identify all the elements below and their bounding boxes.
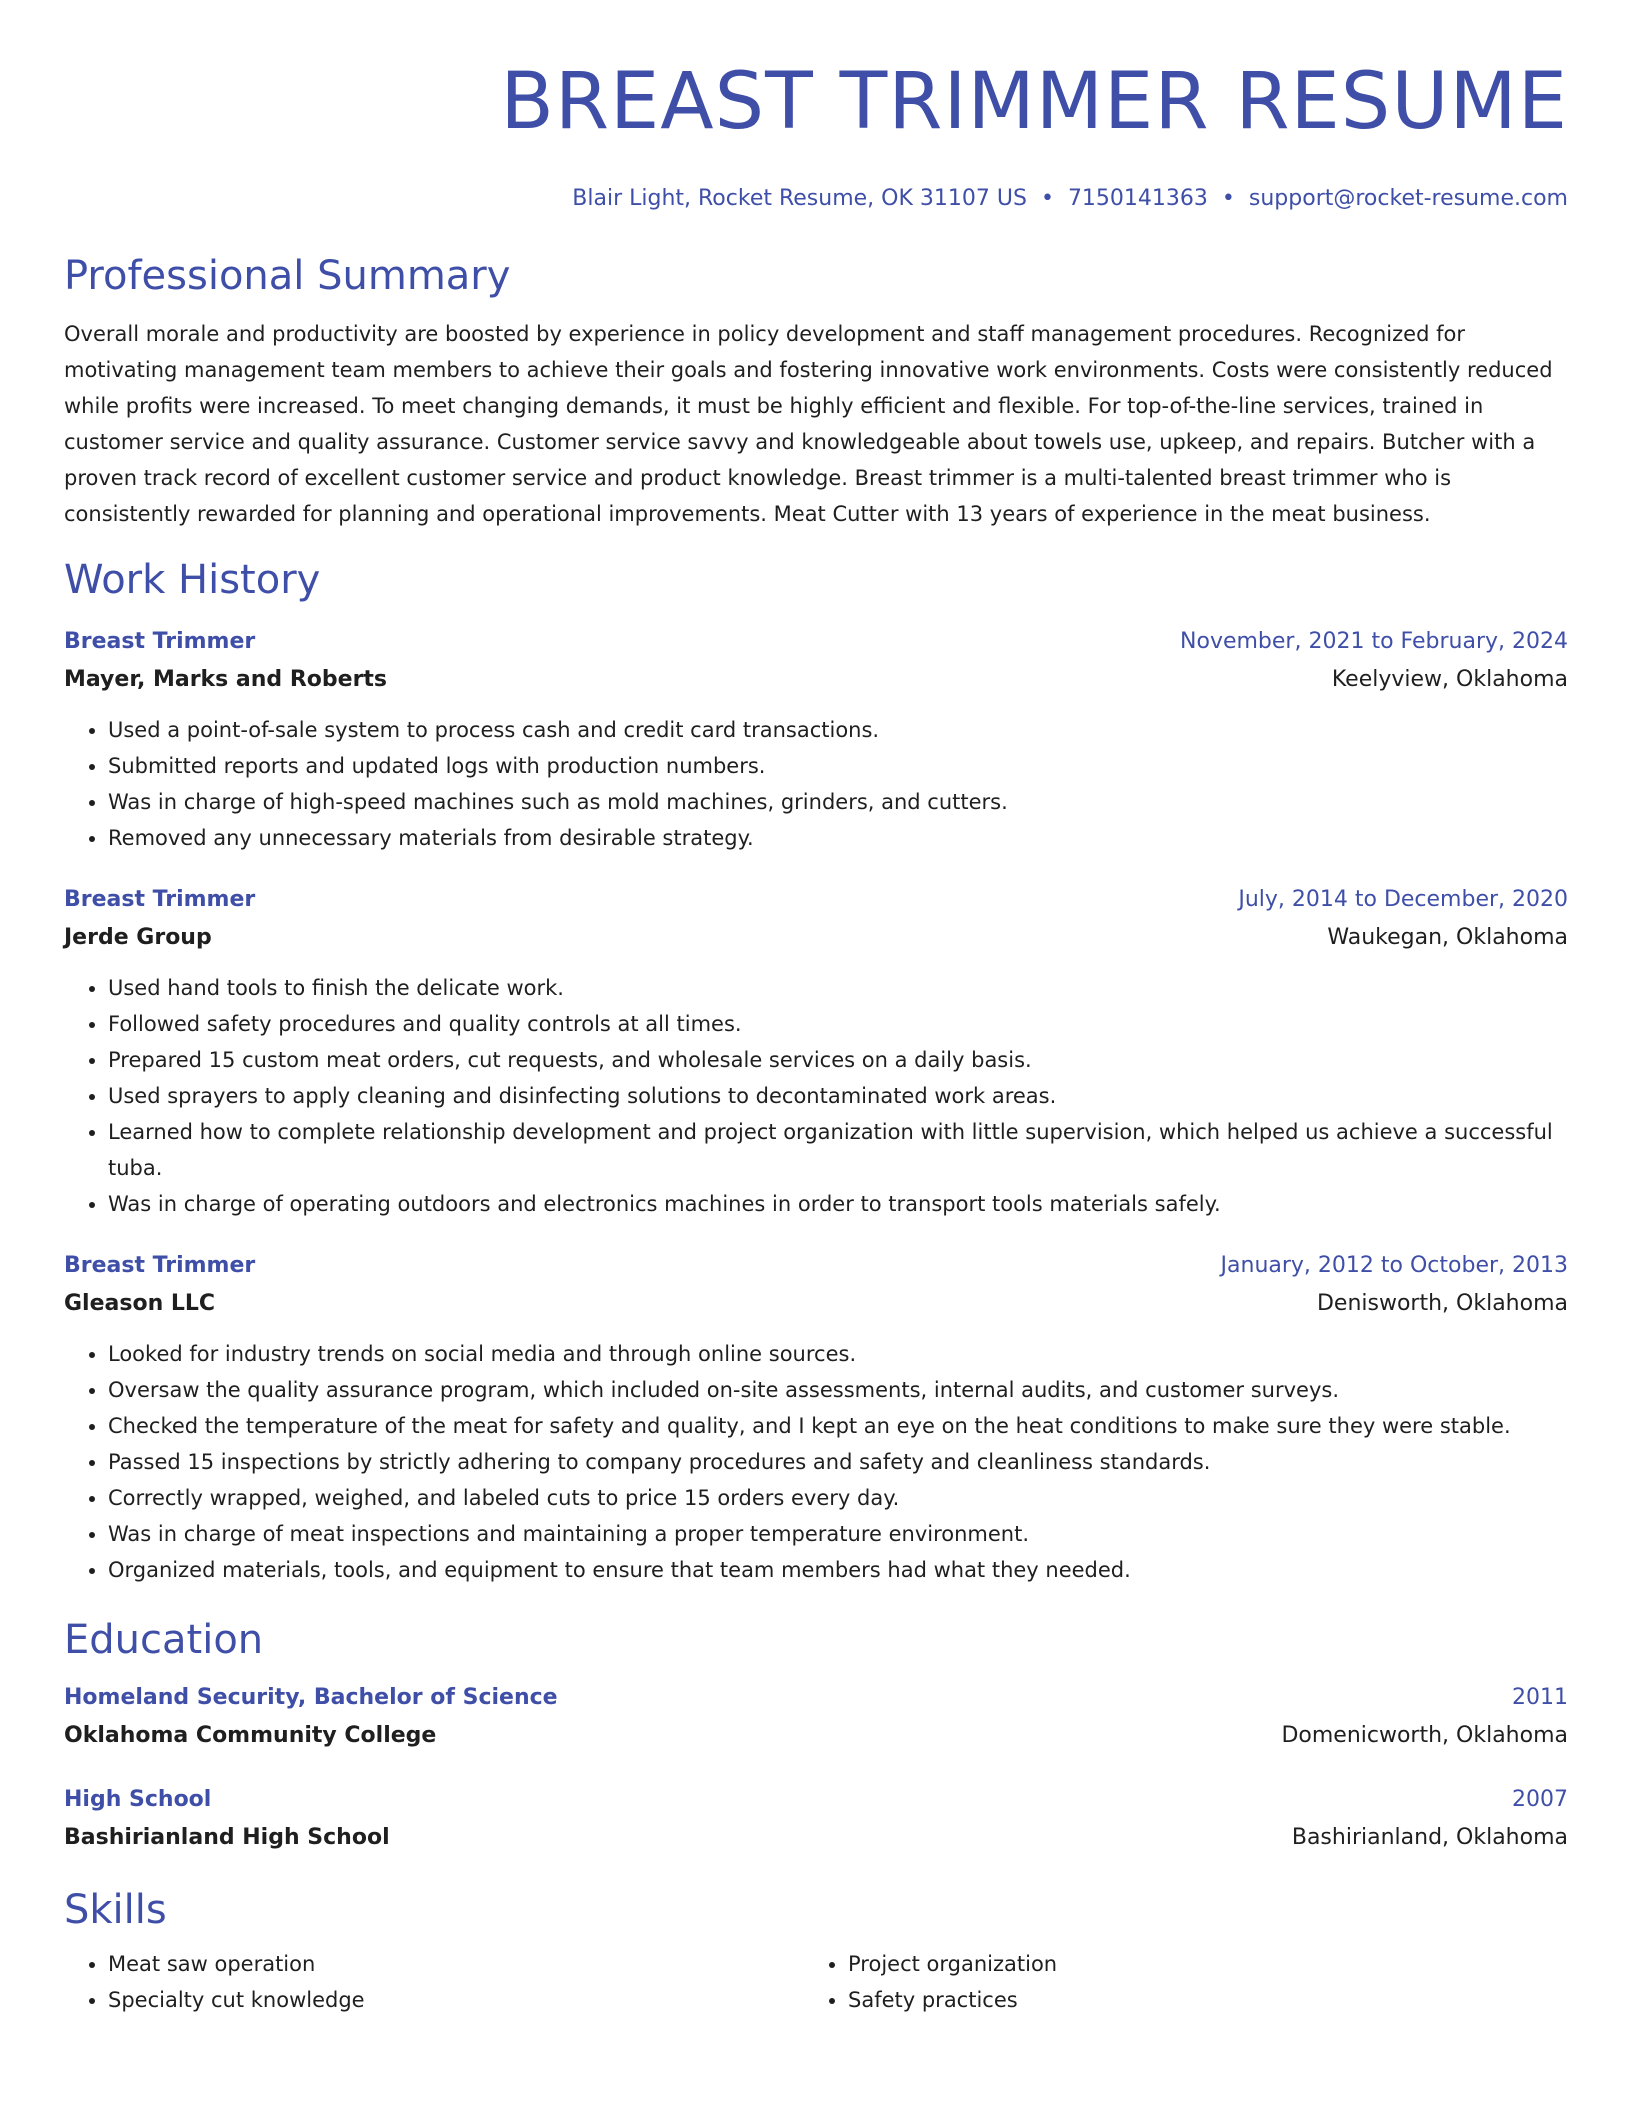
job-dates: January, 2012 to October, 2013: [1220, 1253, 1568, 1278]
job-bullet: • Checked the temperature of the meat for safety and quality, and I kept an eye on the heat conditions to make sure they were stable.: [108, 1408, 1568, 1444]
job-bullet: • Used hand tools to finish the delicate work.: [108, 970, 1568, 1006]
job-bullet: • Was in charge of meat inspections and maintaining a proper temperature environment.: [108, 1516, 1568, 1552]
job-bullet: • Prepared 15 custom meat orders, cut requests, and wholesale services on a daily basis.: [108, 1042, 1568, 1078]
contact-phone: 7150141363: [1067, 186, 1208, 211]
education-entry: [64, 1782, 1568, 1858]
education-year: 2011: [1512, 1685, 1568, 1710]
job-entry: [64, 882, 1568, 1222]
job-location: Keelyview, Oklahoma: [1331, 667, 1568, 692]
job-dates: November, 2021 to February, 2024: [1180, 629, 1568, 654]
skills-heading: Skills: [64, 1887, 167, 1933]
job-entry: [64, 624, 1568, 856]
job-bullet: • Was in charge of operating outdoors and electronics machines in order to transport tools materials safely.: [108, 1186, 1568, 1222]
education-heading: Education: [64, 1617, 264, 1663]
resume-title: BREAST TRIMMER RESUME: [500, 57, 1568, 147]
skills-column-right: [804, 1946, 1544, 2018]
job-title: Breast Trimmer: [64, 629, 256, 654]
job-bullet: • Used sprayers to apply cleaning and disinfecting solutions to decontaminated work areas.: [108, 1078, 1568, 1114]
job-bullet: • Looked for industry trends on social media and through online sources.: [108, 1336, 1568, 1372]
skill-item: • Meat saw operation: [108, 1946, 804, 1982]
resume-header: [64, 54, 1568, 214]
contact-separator: •: [1040, 186, 1054, 211]
skill-item: • Specialty cut knowledge: [108, 1982, 804, 2018]
summary-heading: Professional Summary: [64, 253, 511, 299]
job-bullet: • Oversaw the quality assurance program, which included on-site assessments, internal audits, and customer surveys.: [108, 1372, 1568, 1408]
job-bullet: • Submitted reports and updated logs with production numbers.: [108, 748, 1568, 784]
education-location: Bashirianland, Oklahoma: [1291, 1825, 1568, 1850]
job-bullet: • Followed safety procedures and quality controls at all times.: [108, 1006, 1568, 1042]
summary-text: Overall morale and productivity are boosted by experience in policy development and staff management procedures. Recognized for motivating management team members to achieve their goals and fostering innovative work environments. Costs were consistently reduced while profits were increased. To meet changing demands, it must be highly efficient and flexible. For top-of-the-line services, trained in customer service and quality assurance. Customer service savvy and knowledgeable about towels use, upkeep, and repairs. Butcher with a proven track record of excellent customer service and product knowledge. Breast trimmer is a multi-talented breast trimmer who is consistently rewarded for planning and operational improvements. Meat Cutter with 13 years of experience in the meat business.: [64, 322, 1553, 526]
job-bullet: • Used a point-of-sale system to process cash and credit card transactions.: [108, 712, 1568, 748]
contact-line: [64, 184, 1568, 214]
skills-list: [64, 1946, 1568, 2018]
job-bullets: [64, 712, 1568, 856]
education-school: Oklahoma Community College: [64, 1723, 437, 1748]
work-history-heading: Work History: [64, 557, 321, 603]
job-bullet: • Correctly wrapped, weighed, and labeled cuts to price 15 orders every day.: [108, 1480, 1568, 1516]
education-degree: Homeland Security, Bachelor of Science: [64, 1685, 558, 1710]
contact-separator: •: [1221, 186, 1235, 211]
job-company: Mayer, Marks and Roberts: [64, 667, 388, 692]
contact-email: support@rocket-resume.com: [1248, 186, 1568, 211]
job-company: Jerde Group: [64, 925, 212, 950]
education-entry: [64, 1680, 1568, 1756]
job-bullets: [64, 970, 1568, 1222]
job-bullet: • Learned how to complete relationship development and project organization with little supervision, which helped us achieve a successful tuba.: [108, 1114, 1568, 1186]
job-bullet: • Was in charge of high-speed machines such as mold machines, grinders, and cutters.: [108, 784, 1568, 820]
education-degree: High School: [64, 1787, 212, 1812]
education-school: Bashirianland High School: [64, 1825, 390, 1850]
skills-column-left: [64, 1946, 804, 2018]
job-title: Breast Trimmer: [64, 1253, 256, 1278]
job-bullet: • Removed any unnecessary materials from desirable strategy.: [108, 820, 1568, 856]
job-location: Waukegan, Oklahoma: [1327, 925, 1568, 950]
education-year: 2007: [1512, 1787, 1568, 1812]
job-company: Gleason LLC: [64, 1291, 216, 1316]
skill-item: • Safety practices: [848, 1982, 1544, 2018]
job-bullets: [64, 1336, 1568, 1588]
job-location: Denisworth, Oklahoma: [1316, 1291, 1568, 1316]
job-title: Breast Trimmer: [64, 887, 256, 912]
contact-address: Blair Light, Rocket Resume, OK 31107 US: [572, 186, 1027, 211]
job-entry: [64, 1248, 1568, 1588]
job-bullet: • Organized materials, tools, and equipment to ensure that team members had what they needed.: [108, 1552, 1568, 1588]
skill-item: • Project organization: [848, 1946, 1544, 1982]
job-bullet: • Passed 15 inspections by strictly adhering to company procedures and safety and cleanliness standards.: [108, 1444, 1568, 1480]
education-location: Domenicworth, Oklahoma: [1281, 1723, 1568, 1748]
job-dates: July, 2014 to December, 2020: [1238, 887, 1568, 912]
